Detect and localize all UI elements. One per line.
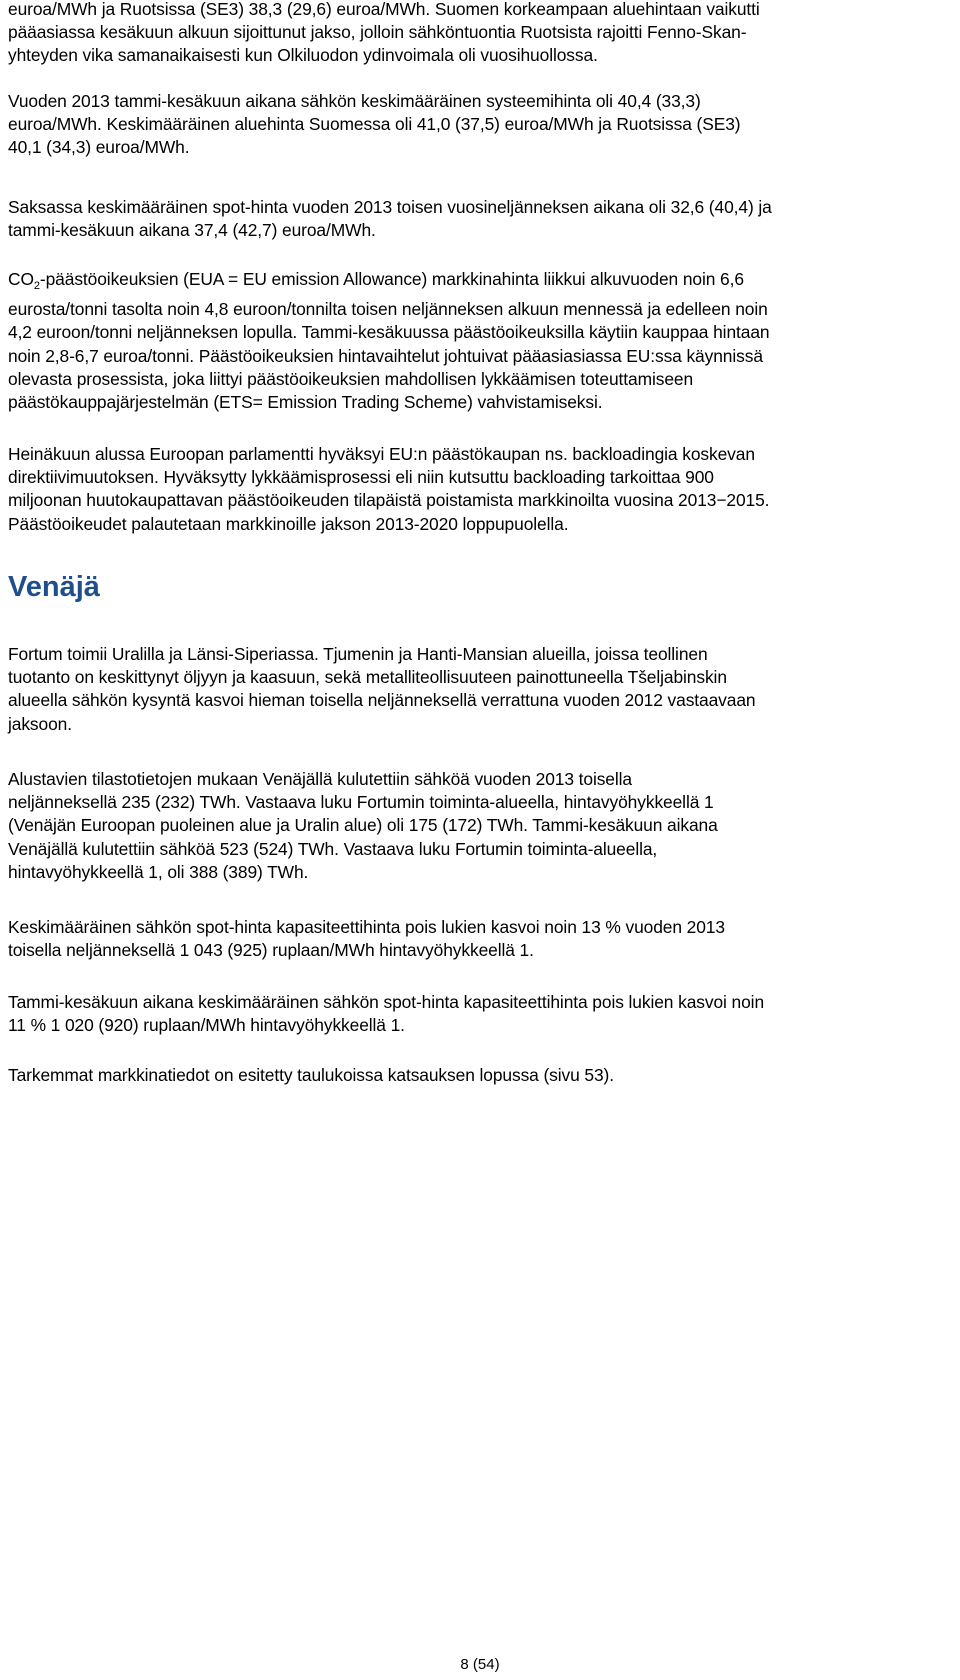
section-heading-russia: Venäjä bbox=[8, 571, 100, 603]
text-line: jaksoon. bbox=[8, 713, 72, 734]
text-line: päästökauppajärjestelmän (ETS= Emission Trading Scheme) vahvistamiseksi. bbox=[8, 392, 603, 413]
co2-subscript: 2 bbox=[33, 280, 40, 292]
text-line: direktiivimuutoksen. Hyväksytty lykkäämisprosessi eli niin kutsuttu backloading tarkoittaa 900 bbox=[8, 467, 714, 488]
text-line: euroa/MWh ja Ruotsissa (SE3) 38,3 (29,6) euroa/MWh. Suomen korkeampaan aluehintaan vaikutti bbox=[8, 0, 760, 19]
text-line: (Venäjän Euroopan puoleinen alue ja Uralin alue) oli 175 (172) TWh. Tammi-kesäkuun aikana bbox=[8, 815, 718, 836]
text-line: 11 % 1 020 (920) ruplaan/MWh hintavyöhykkeellä 1. bbox=[8, 1015, 405, 1036]
text-line: neljänneksellä 235 (232) TWh. Vastaava luku Fortumin toiminta-alueella, hintavyöhykkeellä 1 bbox=[8, 792, 714, 813]
text-line: Tarkemmat markkinatiedot on esitetty taulukoissa katsauksen lopussa (sivu 53). bbox=[8, 1065, 614, 1085]
co2-line-rest: -päästöoikeuksien (EUA = EU emission Allowance) markkinahinta liikkui alkuvuoden noin 6,6 bbox=[39, 269, 744, 289]
text-line: yhteyden vika samanaikaisesti kun Olkiluodon ydinvoimala oli vuosihuollossa. bbox=[8, 45, 598, 66]
text-line: Fortum toimii Uralilla ja Länsi-Siperiassa. Tjumenin ja Hanti-Mansian alueilla, joissa teollinen bbox=[8, 644, 708, 664]
text-line: eurosta/tonni tasolta noin 4,8 euroon/tonnilta toisen neljänneksen alkuun mennessä ja edelleen noin bbox=[8, 299, 768, 320]
text-line: alueella sähkön kysyntä kasvoi hieman toisella neljänneksellä verrattuna vuoden 2012 vastaavaan bbox=[8, 690, 756, 711]
text-line: Päästöoikeudet palautetaan markkinoille jakson 2013-2020 loppupuolella. bbox=[8, 513, 569, 534]
page-number: 8 (54) bbox=[460, 1656, 500, 1673]
text-line: pääasiassa kesäkuun alkuun sijoittunut jakso, jolloin sähköntuontia Ruotsista rajoitti Fenno-Skan- bbox=[8, 22, 747, 43]
text-line: tammi-kesäkuun aikana 37,4 (42,7) euroa/MWh. bbox=[8, 220, 376, 241]
text-line: Heinäkuun alussa Euroopan parlamentti hyväksyi EU:n päästökaupan ns. backloadingia koskevan bbox=[8, 444, 755, 464]
paragraph-russia-consumption bbox=[8, 768, 954, 884]
text-line bbox=[8, 268, 954, 298]
paragraph-nordic-area-prices bbox=[8, 0, 954, 68]
text-line: Tammi-kesäkuun aikana keskimääräinen sähkön spot-hinta kapasiteettihinta pois lukien kasvoi noin bbox=[8, 992, 765, 1012]
text-line: Venäjällä kulutettiin sähköä 523 (524) TWh. Vastaava luku Fortumin toiminta-alueella, bbox=[8, 838, 658, 859]
text-line: Vuoden 2013 tammi-kesäkuun aikana sähkön keskimääräinen systeemihinta oli 40,4 (33,3) bbox=[8, 91, 701, 111]
text-line: miljoonan huutokaupattavan päästöoikeuden tilapäistä poistamista markkinoilta vuosina 2013−2015. bbox=[8, 490, 770, 511]
text-line: hintavyöhykkeellä 1, oli 388 (389) TWh. bbox=[8, 861, 309, 882]
text-line: olevasta prosessista, joka liittyi päästöoikeuksien mahdollisen lykkäämisen toteuttamiseen bbox=[8, 368, 694, 389]
text-line: Keskimääräinen sähkön spot-hinta kapasiteettihinta pois lukien kasvoi noin 13 % vuoden 2013 bbox=[8, 917, 725, 937]
paragraph-system-price-h1 bbox=[8, 90, 954, 160]
text-line: euroa/MWh. Keskimääräinen aluehinta Suomessa oli 41,0 (37,5) euroa/MWh ja Ruotsissa (SE3) bbox=[8, 114, 741, 135]
paragraph-russia-spot-q2 bbox=[8, 916, 954, 962]
paragraph-market-data-reference bbox=[8, 1064, 954, 1087]
text-line: 40,1 (34,3) euroa/MWh. bbox=[8, 137, 190, 158]
paragraph-russia-spot-h1 bbox=[8, 991, 954, 1037]
paragraph-germany-spot-price bbox=[8, 196, 954, 242]
paragraph-fortum-russia-operations bbox=[8, 643, 954, 736]
text-line: toisella neljänneksellä 1 043 (925) ruplaan/MWh hintavyöhykkeellä 1. bbox=[8, 940, 534, 961]
text-line: tuotanto on keskittynyt öljyyn ja kaasuun, sekä metalliteollisuuteen painottuneella Tšeljabinskin bbox=[8, 667, 727, 688]
paragraph-backloading bbox=[8, 443, 954, 536]
paragraph-co2-allowances bbox=[8, 268, 954, 414]
text-line: 4,2 euroon/tonni neljänneksen lopulla. Tammi-kesäkuussa päästöoikeuksilla käytiin kauppaa hintaan bbox=[8, 322, 770, 343]
text-line: Alustavien tilastotietojen mukaan Venäjällä kulutettiin sähköä vuoden 2013 toisella bbox=[8, 769, 632, 789]
text-line: noin 2,8-6,7 euroa/tonni. Päästöoikeuksien hintavaihtelut johtuivat pääasiasiassa EU:ssa käynnissä bbox=[8, 345, 763, 366]
text-line: Saksassa keskimääräinen spot-hinta vuoden 2013 toisen vuosineljänneksen aikana oli 32,6 (40,4) ja bbox=[8, 197, 772, 217]
co2-prefix: CO bbox=[8, 269, 34, 289]
